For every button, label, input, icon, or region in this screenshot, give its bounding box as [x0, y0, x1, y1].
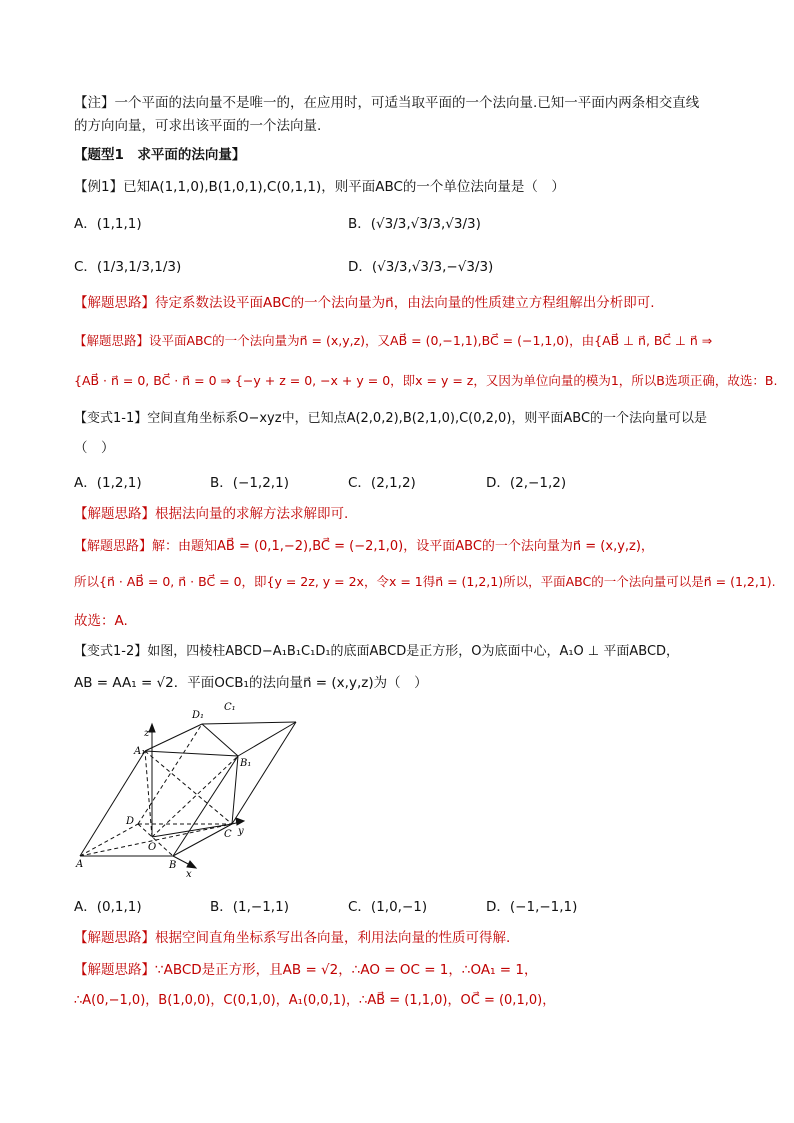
variant11-solution-3: 故选：A.	[74, 613, 128, 629]
variant11-option-c: C．(2,1,2)	[348, 475, 416, 491]
note-line-2: 的方向向量，可求出该平面的一个法向量.	[74, 118, 322, 134]
label-D: D	[126, 816, 135, 827]
variant11-option-d: D．(2,−1,2)	[486, 475, 567, 491]
edge-B1C	[232, 756, 238, 824]
variant12-option-d: D．(−1,−1,1)	[486, 899, 578, 915]
variant11-solution-2: 所以{n⃗ · AB⃗ = 0, n⃗ · BC⃗ = 0，即{y = 2z, y = 2x，令x = 1得n⃗ = (1,2,1)所以，平面ABC的一个法向量可以是n⃗ = (1,2,1).	[74, 574, 776, 589]
example1-option-b: B．(√3/3,√3/3,√3/3)	[348, 216, 481, 232]
edge-BB1	[173, 756, 238, 856]
edge-D1B1	[202, 724, 238, 756]
example1-hint: 【解题思路】待定系数法设平面ABC的一个法向量为n⃗，由法向量的性质建立方程组解出分析即可.	[74, 295, 655, 311]
edge-A1B1	[145, 751, 238, 756]
variant11-solution-1: 【解题思路】解：由题知AB⃗ = (0,1,−2),BC⃗ = (−2,1,0)，设平面ABC的一个法向量为n⃗ = (x,y,z)，	[74, 539, 654, 554]
label-A1: A₁	[134, 746, 146, 757]
note-line-1: 【注】一个平面的法向量不是唯一的，在应用时，可适当取平面的一个法向量.已知一平面内两条相交直线	[74, 95, 700, 111]
variant12-question-2: AB = AA₁ = √2．平面OCB₁的法向量n⃗ = (x,y,z)为（ ）	[74, 675, 428, 691]
topic-title: 【题型1 求平面的法向量】	[74, 147, 246, 163]
label-B: B	[169, 860, 177, 871]
variant12-option-c: C．(1,0,−1)	[348, 899, 428, 915]
z-axis-arrow	[149, 724, 155, 732]
example1-option-d: D．(√3/3,√3/3,−√3/3)	[348, 259, 494, 275]
variant12-option-a: A．(0,1,1)	[74, 899, 142, 915]
variant12-option-b: B．(1,−1,1)	[210, 899, 289, 915]
edge-AD	[80, 824, 138, 856]
edge-CC1	[232, 722, 296, 824]
parallelepiped-figure	[74, 700, 252, 880]
variant11-question-2: （ ）	[74, 440, 115, 456]
label-z: z	[144, 728, 150, 739]
label-B1: B₁	[240, 758, 252, 769]
variant12-solution-1: 【解题思路】∵ABCD是正方形，且AB = √2，∴AO = OC = 1，∴OA₁ = 1，	[74, 962, 538, 978]
variant11-option-a: A．(1,2,1)	[74, 475, 142, 491]
label-C: C	[224, 829, 232, 840]
example1-question: 【例1】已知A(1,1,0),B(1,0,1),C(0,1,1)，则平面ABC的一个单位法向量是（ ）	[74, 179, 565, 195]
edge-D1C1	[202, 722, 296, 724]
variant12-hint: 【解题思路】根据空间直角坐标系写出各向量，利用法向量的性质可得解.	[74, 930, 511, 946]
label-C1: C₁	[224, 702, 236, 713]
label-A: A	[76, 859, 84, 870]
variant11-question-1: 【变式1-1】空间直角坐标系O−xyz中，已知点A(2,0,2),B(2,1,0),C(0,2,0)，则平面ABC的一个法向量可以是	[74, 411, 708, 426]
variant11-hint: 【解题思路】根据法向量的求解方法求解即可.	[74, 506, 349, 522]
label-O: O	[148, 842, 157, 853]
variant11-option-b: B．(−1,2,1)	[210, 475, 289, 491]
y-axis-arrow	[236, 818, 244, 825]
edge-A1C	[145, 751, 232, 824]
variant12-question-1: 【变式1-2】如图，四棱柱ABCD−A₁B₁C₁D₁的底面ABCD是正方形，O为底面中心，A₁O ⊥ 平面ABCD，	[74, 644, 680, 659]
variant12-solution-2: ∴A(0,−1,0)，B(1,0,0)，C(0,1,0)，A₁(0,0,1)，∴AB⃗ = (1,1,0)，OC⃗ = (0,1,0)，	[74, 993, 556, 1008]
example1-solution-1: 【解题思路】设平面ABC的一个法向量为n⃗ = (x,y,z)，又AB⃗ = (0,−1,1),BC⃗ = (−1,1,0)，由{AB⃗ ⊥ n⃗, BC⃗ ⊥ n⃗ ⇒	[74, 333, 713, 348]
example1-solution-2: {AB⃗ · n⃗ = 0, BC⃗ · n⃗ = 0 ⇒ {−y + z = 0, −x + y = 0，即x = y = z，又因为单位向量的模为1，所以B选项正确，故选：B.	[74, 373, 778, 388]
label-x: x	[186, 869, 192, 880]
x-axis-arrow	[187, 861, 196, 868]
edge-AA1	[80, 751, 145, 856]
label-y: y	[238, 826, 244, 837]
label-D1: D₁	[192, 710, 205, 721]
example1-option-a: A．(1,1,1)	[74, 216, 142, 232]
edge-B1C1	[238, 722, 296, 756]
example1-option-c: C．(1/3,1/3,1/3)	[74, 259, 182, 275]
